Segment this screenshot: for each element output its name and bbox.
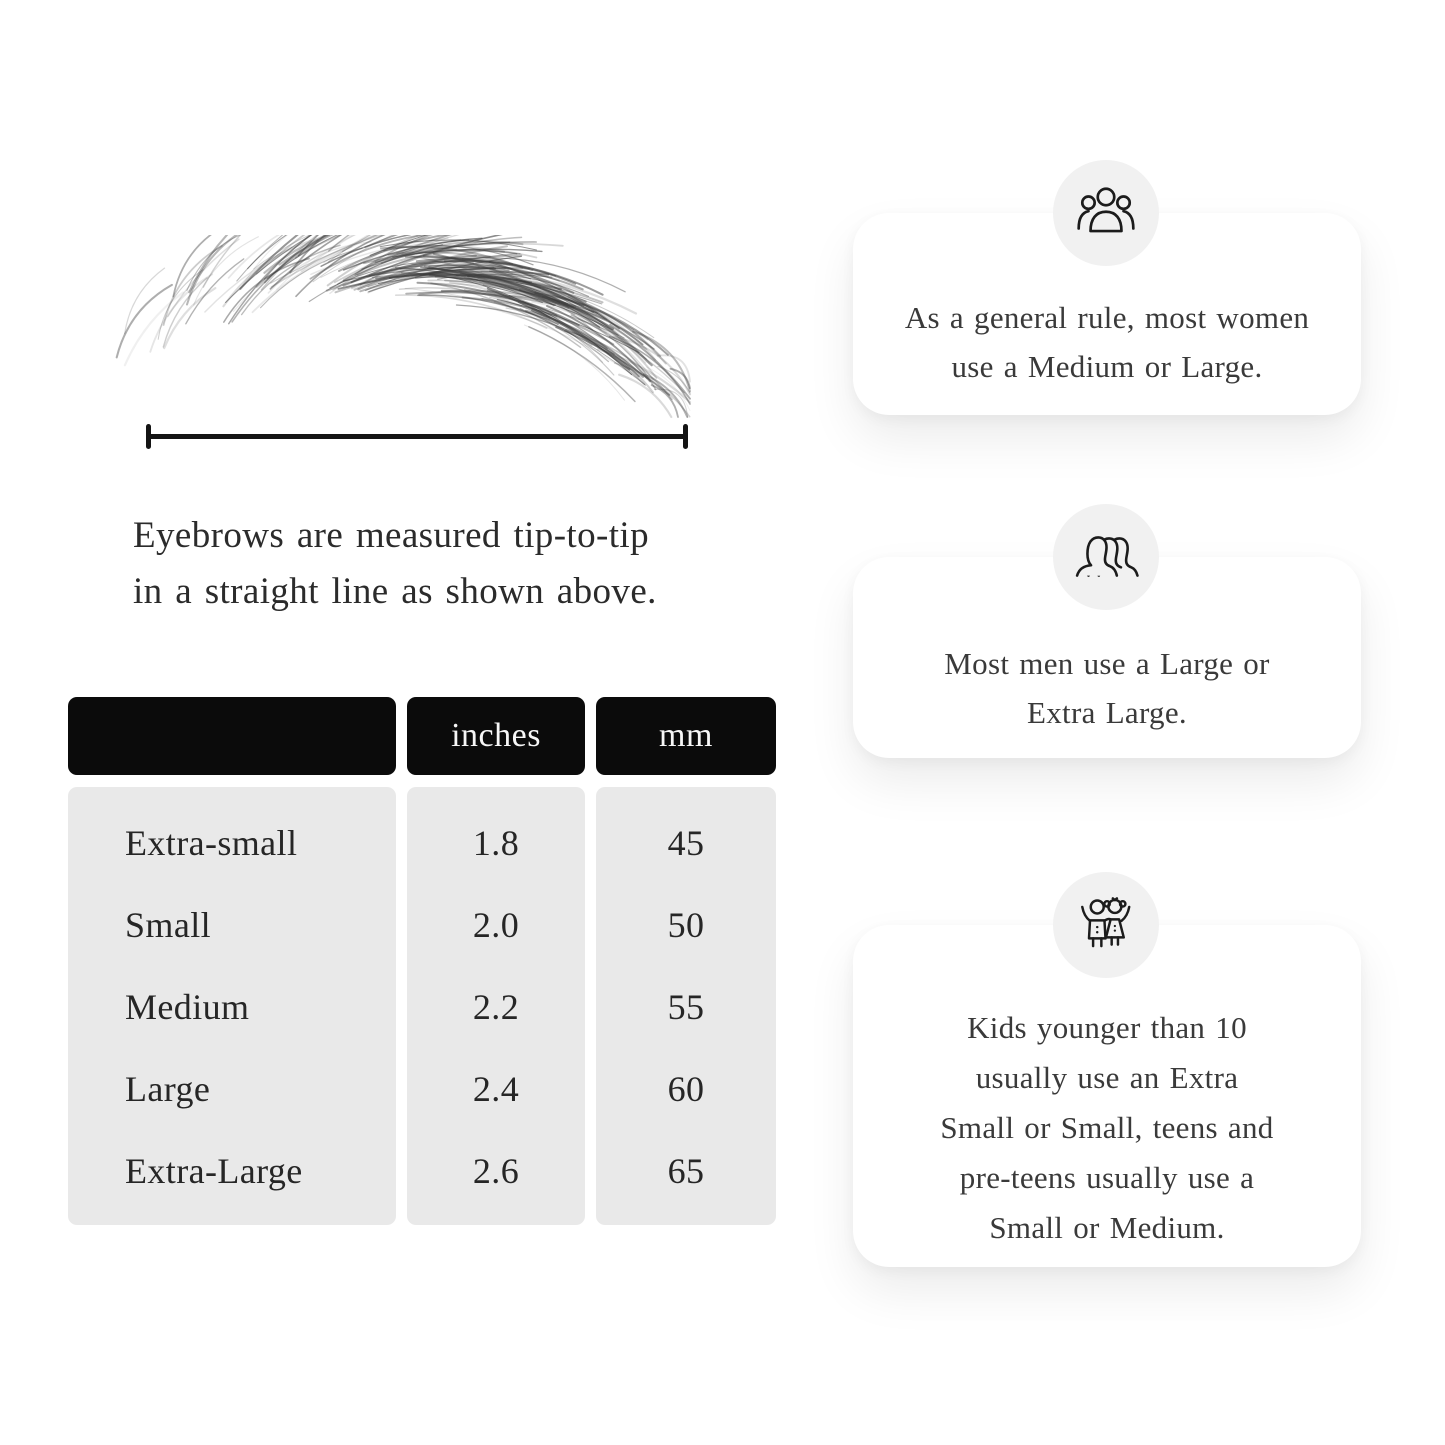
size-table-header-row <box>68 697 776 775</box>
eyebrow-illustration <box>105 235 725 425</box>
card-text-line: use a Medium or Large. <box>951 349 1263 384</box>
measurement-line <box>147 434 687 439</box>
card-text-line: Kids younger than 10 <box>967 1010 1247 1045</box>
table-header-inches: inches <box>407 697 585 775</box>
men-group-icon <box>1053 504 1159 610</box>
inches-cell: 2.2 <box>472 987 520 1027</box>
mm-cell: 50 <box>667 905 705 945</box>
women-group-icon <box>1053 160 1159 266</box>
info-card-women-text <box>875 293 1339 391</box>
mm-cell: 55 <box>667 987 705 1027</box>
size-table <box>68 697 776 1225</box>
card-text-line: As a general rule, most women <box>904 300 1310 335</box>
caption-line: in a straight line as shown above. <box>133 571 657 612</box>
card-text-line: Extra Large. <box>1027 695 1187 730</box>
size-cell: Medium <box>125 987 250 1027</box>
info-card-kids-text <box>875 1003 1339 1253</box>
mm-cell: 45 <box>667 823 705 863</box>
info-card-men-text <box>875 639 1339 737</box>
measurement-line-left-tick <box>146 424 151 449</box>
size-cell: Extra-small <box>125 823 298 863</box>
size-cell: Large <box>125 1069 211 1109</box>
mm-cell: 65 <box>667 1151 705 1191</box>
size-cell: Small <box>125 905 212 945</box>
size-cell: Extra-Large <box>125 1151 303 1191</box>
table-column-size <box>68 787 396 1225</box>
caption-line: Eyebrows are measured tip-to-tip <box>133 515 649 556</box>
table-column-inches <box>407 787 585 1225</box>
inches-cell: 2.4 <box>472 1069 520 1109</box>
inches-cell: 2.0 <box>472 905 520 945</box>
mm-cell: 60 <box>667 1069 705 1109</box>
kids-icon <box>1053 872 1159 978</box>
table-header-mm: mm <box>596 697 776 775</box>
card-text-line: Small or Medium. <box>989 1210 1225 1245</box>
measurement-line-right-tick <box>683 424 688 449</box>
inches-cell: 2.6 <box>472 1151 520 1191</box>
table-column-mm <box>596 787 776 1225</box>
card-text-line: pre-teens usually use a <box>959 1160 1255 1195</box>
inches-cell: 1.8 <box>472 823 520 863</box>
table-header-size <box>68 697 396 775</box>
card-text-line: usually use an Extra <box>975 1060 1239 1095</box>
card-text-line: Most men use a Large or <box>944 646 1270 681</box>
measurement-caption <box>133 508 657 620</box>
card-text-line: Small or Small, teens and <box>940 1110 1274 1145</box>
size-table-body <box>68 787 776 1225</box>
